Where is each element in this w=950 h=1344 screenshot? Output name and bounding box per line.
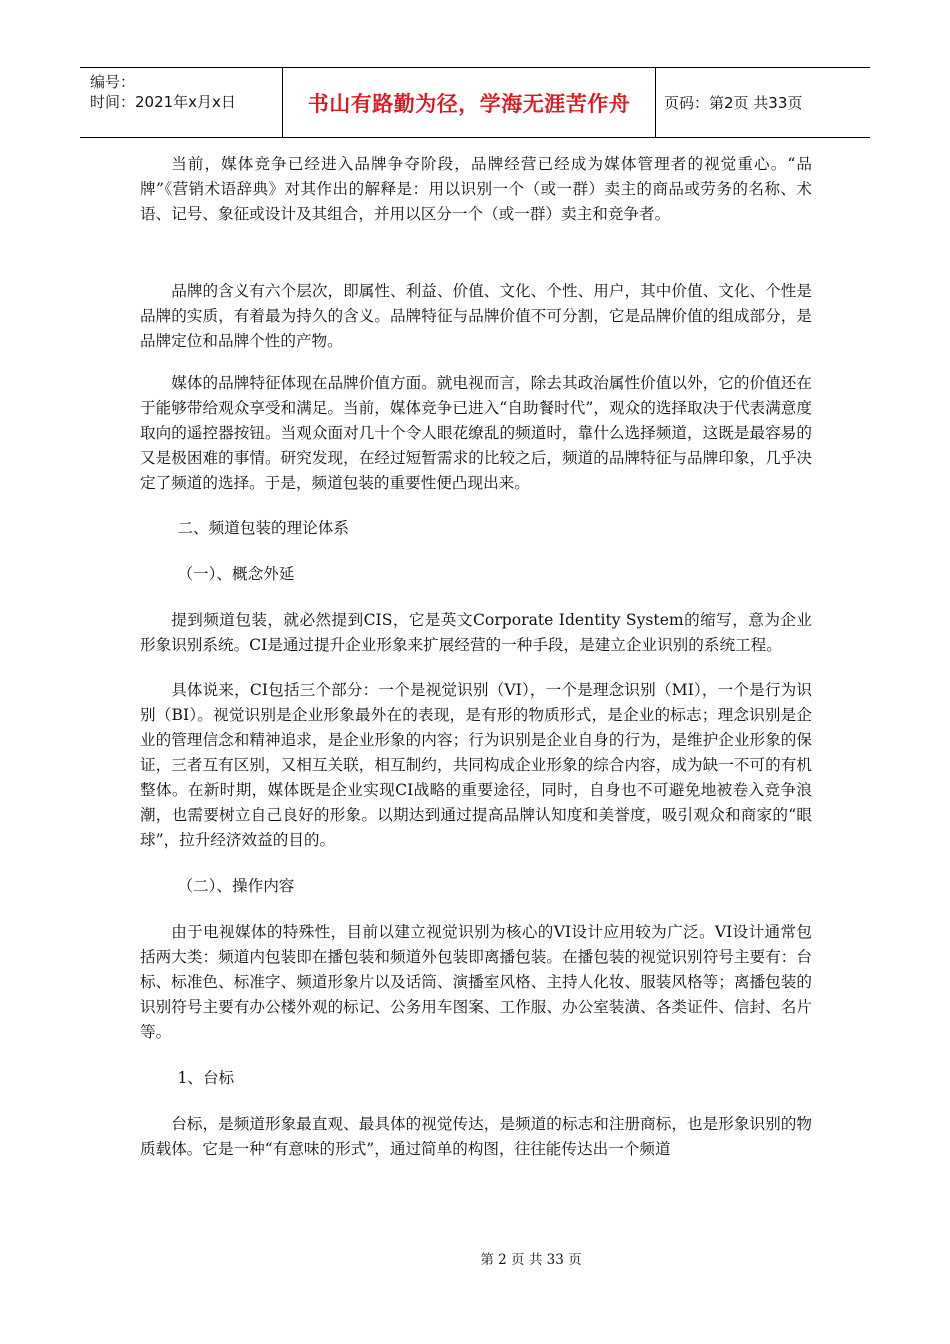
paragraph: 品牌的含义有六个层次，即属性、利益、价值、文化、个性、用户，其中价值、文化、个性是品牌的实质，有着最为持久的含义。品牌特征与品牌价值不可分割，它是品牌价值的组成部分，是品牌定位和品牌个性的产物。: [140, 282, 812, 350]
paragraph: 具体说来，CI包括三个部分：一个是视觉识别（VI），一个是理念识别（MI），一个是行为识别（BI）。视觉识别是企业形象最外在的表现，是有形的物质形式，是企业的标志；理念识别是企业的管理信念和精神追求，是企业形象的内容；行为识别是企业自身的行为，是维护企业形象的保证，三者互有区别，又相互关联，相互制约，共同构成企业形象的综合内容，成为缺一不可的有机整体。在新时期，媒体既是企业实现CI战略的重要途径，同时，自身也不可避免地被卷入竞争浪潮，也需要树立自己良好的形象。以期达到通过提高品牌认知度和美誉度，吸引观众和商家的“眼球”，拉升经济效益的目的。: [140, 681, 812, 849]
header-page-info: 页码：第2页 共33页: [664, 94, 803, 112]
paragraph: 当前，媒体竞争已经进入品牌争夺阶段，品牌经营已经成为媒体管理者的视觉重心。“品牌”《营销术语辞典》对其作出的解释是：用以识别一个（或一群）卖主的商品或劳务的名称、术语、记号、象征或设计及其组合，并用以区分一个（或一群）卖主和竞争者。: [140, 155, 812, 223]
section-heading: 二、频道包装的理论体系: [177, 519, 349, 537]
document-body: [140, 152, 812, 1162]
paragraph: 提到频道包装，就必然提到CIS，它是英文Corporate Identity System的缩写，意为企业形象识别系统。CI是通过提升企业形象来扩展经营的一种手段，是建立企业识别的系统工程。: [140, 611, 812, 654]
doc-number-label: 编号：: [90, 73, 136, 91]
paragraph: 媒体的品牌特征体现在品牌价值方面。就电视而言，除去其政治属性价值以外，它的价值还在于能够带给观众享受和满足。当前，媒体竞争已进入“自助餐时代”，观众的选择取决于代表满意度取向的遥控器按钮。当观众面对几十个令人眼花缭乱的频道时，靠什么选择频道，这既是最容易的又是极困难的事情。研究发现，在经过短暂需求的比较之后，频道的品牌特征与品牌印象，几乎决定了频道的选择。于是，频道包装的重要性便凸现出来。: [140, 374, 812, 492]
subsection-heading: （一）、概念外延: [177, 565, 295, 583]
paragraph: 台标，是频道形象最直观、最具体的视觉传达，是频道的标志和注册商标，也是形象识别的物质载体。它是一种“有意味的形式”，通过简单的构图，往往能传达出一个频道: [140, 1115, 812, 1158]
header-motto: 书山有路勤为径，学海无涯苦作舟: [282, 68, 656, 137]
subsection-heading: （二）、操作内容: [177, 877, 295, 895]
item-heading: 1、台标: [177, 1069, 235, 1087]
paragraph: 由于电视媒体的特殊性，目前以建立视觉识别为核心的VI设计应用较为广泛。VI设计通常包括两大类：频道内包装即在播包装和频道外包装即离播包装。在播包装的视觉识别符号主要有：台标、标准色、标准字、频道形象片以及话筒、演播室风格、主持人化妆、服装风格等；离播包装的识别符号主要有办公楼外观的标记、公务用车图案、工作服、办公室装潢、各类证件、信封、名片等。: [140, 923, 812, 1041]
page-footer: 第 2 页 共 33 页: [480, 1252, 582, 1268]
header-meta: [80, 68, 282, 137]
page-header: [80, 67, 870, 138]
doc-date: 时间：2021年x月x日: [90, 93, 236, 111]
